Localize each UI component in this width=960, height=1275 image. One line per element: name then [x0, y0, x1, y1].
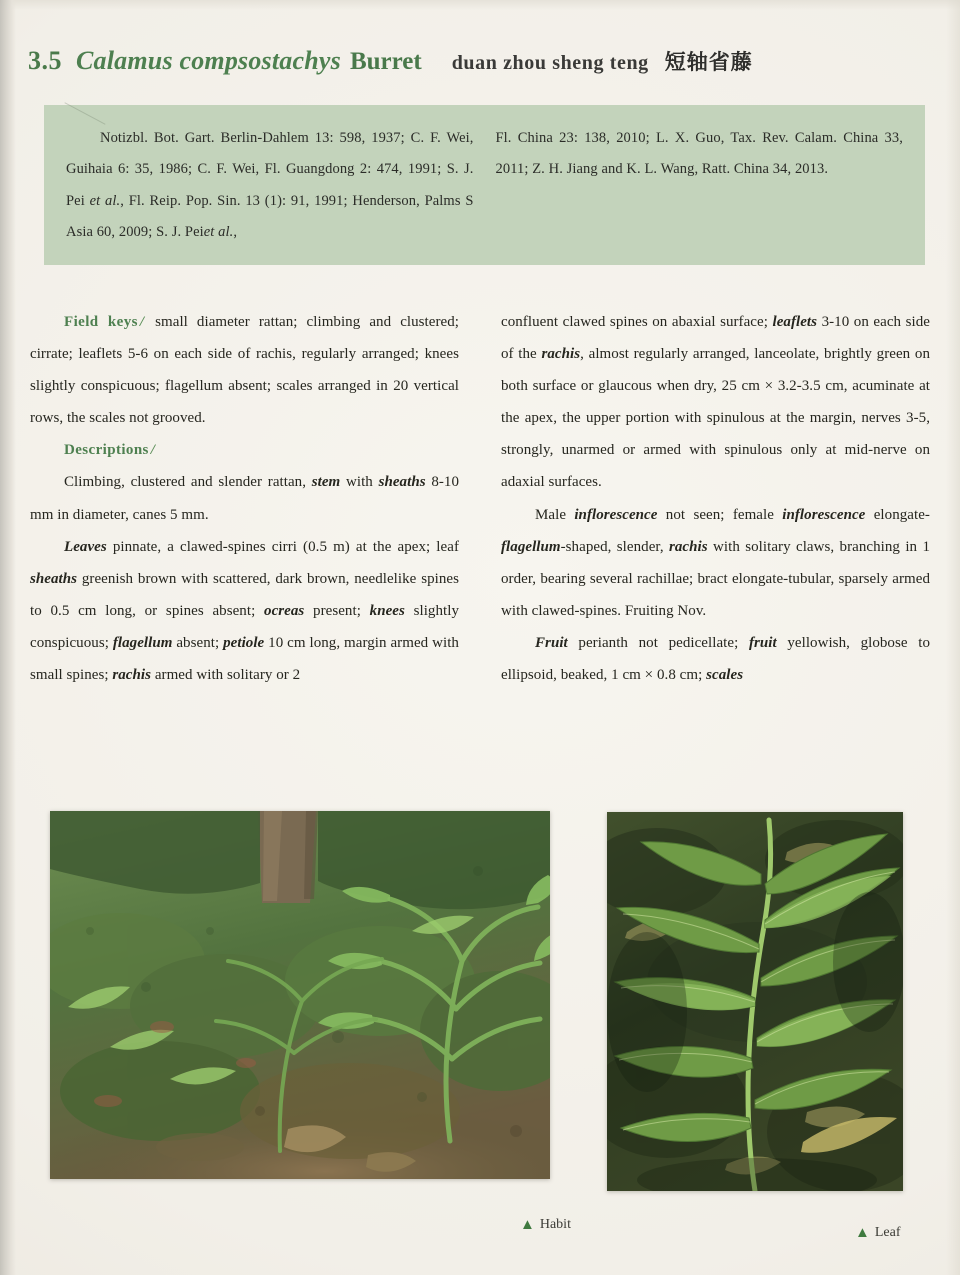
pinyin-name: duan zhou sheng teng [451, 52, 649, 74]
authority-name: Burret [349, 48, 422, 75]
right-text-column [501, 306, 930, 691]
chinese-name: 短轴省藤 [664, 50, 753, 74]
paragraph-inflorescence-text: Male inflorescence not seen; female inflorescence elongate-flagellum-shaped, slender, rachis with solitary claws, branching in 1 order, bearing several rachillae; bract elongate-tubular, sparsely armed with clawed-spines. Fruiting Nov. [501, 506, 930, 619]
descriptions-label: Descriptions [64, 442, 149, 459]
descriptions-heading [30, 434, 459, 466]
figure-caption-leaf [855, 1225, 901, 1241]
figure-caption-habit [520, 1217, 571, 1233]
body-columns [30, 306, 930, 691]
figure-photo-leaf [607, 812, 903, 1191]
page-edge-right [946, 0, 960, 1275]
paragraph-stem [30, 466, 459, 530]
field-keys-slash: / [139, 314, 145, 330]
page-title [28, 46, 928, 76]
paragraph-inflorescence [501, 499, 930, 627]
figure-caption-habit-label: Habit [539, 1217, 571, 1232]
citation-box [44, 105, 925, 265]
paragraph-leaflets-text: confluent clawed spines on abaxial surface; leaflets 3-10 on each side of the rachis, almost regularly arranged, lanceolate, brightly green on both surface or glaucous when dry, 25 cm × 3.2-3.5 cm, acuminate at the apex, the upper portion with spinulous at the margin, nerves 3-5, strongly, unarmed or armed with spinulous only at mid-nerve on adaxial surfaces. [501, 314, 930, 491]
figure-photo-habit [50, 811, 550, 1179]
paragraph-leaves [30, 531, 459, 691]
left-text-column [30, 306, 459, 691]
figure-caption-leaf-label: Leaf [874, 1225, 901, 1240]
chevron-up-icon: ▲ [520, 1216, 535, 1233]
descriptions-slash: / [150, 442, 156, 459]
paragraph-fruit-text: Fruit perianth not pedicellate; fruit yellowish, globose to ellipsoid, beaked, 1 cm × 0.8 cm; scales [501, 634, 930, 684]
section-number: 3.5 [28, 46, 62, 75]
paragraph-fruit [501, 627, 930, 691]
page-gutter-shadow [0, 0, 16, 1275]
citation-left-column: Notizbl. Bot. Gart. Berlin-Dahlem 13: 598, 1937; C. F. Wei, Guihaia 6: 35, 1986; C. F. Wei, Fl. Guangdong 2: 474, 1991; S. J. Pei et al., Fl. Reip. Pop. Sin. 13 (1): 91, 1991; Henderson, Palms S Asia 60, 2009; S. J. Peiet al., [66, 130, 474, 241]
field-keys-text: small diameter rattan; climbing and clustered; cirrate; leaflets 5-6 on each side of rachis, regularly arranged; knees slightly conspicuous; flagellum absent; scales arranged in 20 vertical rows, the scales not grooved. [30, 314, 459, 427]
paragraph-leaflets [501, 306, 930, 499]
paragraph-stem-text: Climbing, clustered and slender rattan, stem with sheaths 8-10 mm in diameter, canes 5 mm. [30, 474, 460, 523]
paragraph-leaves-text: Leaves pinnate, a clawed-spines cirri (0.5 m) at the apex; leaf sheaths greenish brown with scattered, dark brown, needlelike spines to 0.5 cm long, or spines absent; ocreas present; knees slightly conspicuous; flagellum absent; petiole 10 cm long, margin armed with small spines; rachis armed with solitary or 2 [30, 538, 460, 684]
field-keys-label: Field keys [64, 314, 138, 330]
chevron-up-icon: ▲ [855, 1224, 870, 1241]
citation-right-column: Fl. China 23: 138, 2010; L. X. Guo, Tax. Rev. Calam. China 33, 2011; Z. H. Jiang and K. L. Wang, Ratt. China 34, 2013. [495, 130, 903, 178]
field-keys-paragraph [30, 306, 459, 434]
page-edge-top [0, 0, 960, 10]
scientific-name: Calamus compsostachys [76, 46, 341, 75]
